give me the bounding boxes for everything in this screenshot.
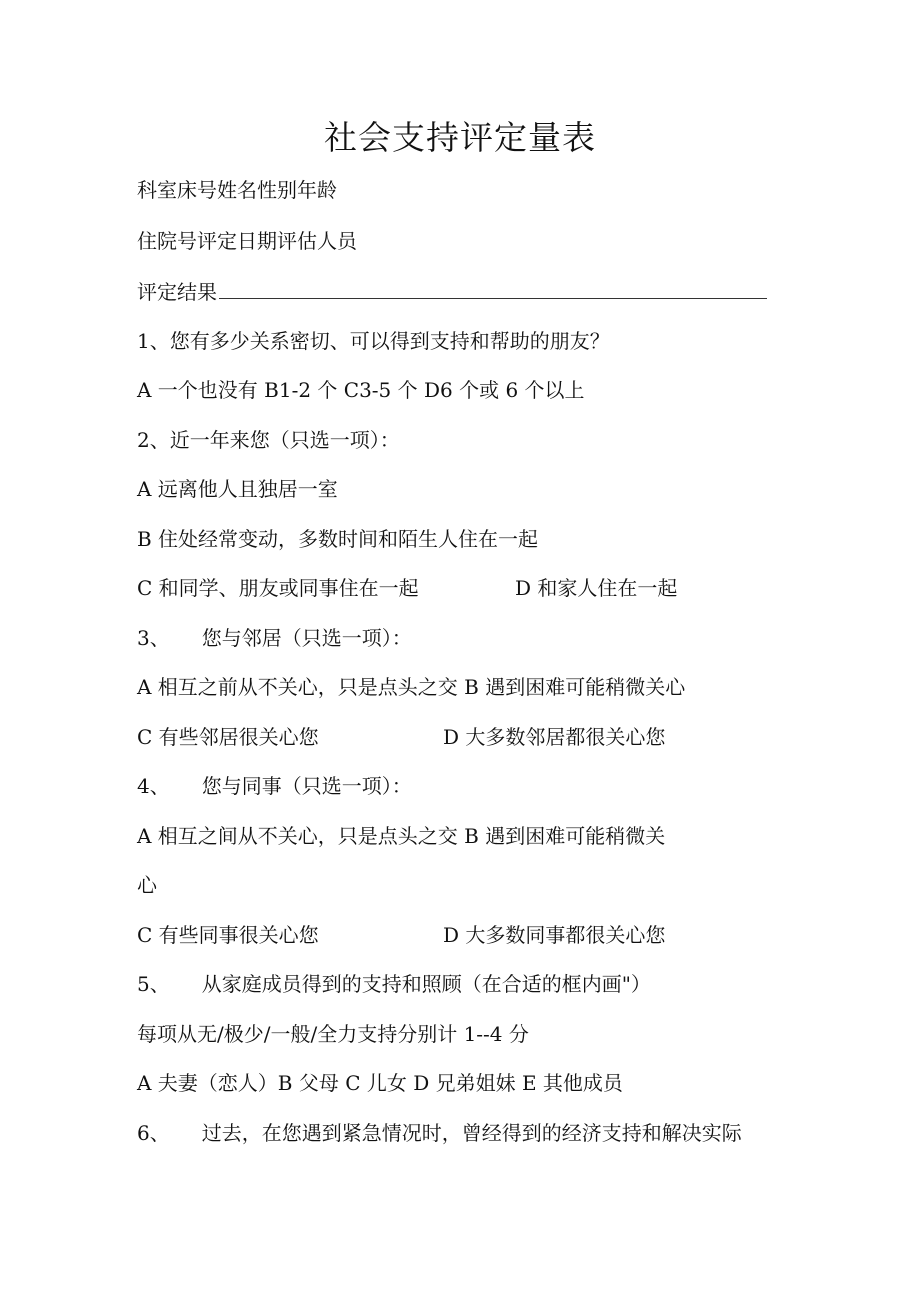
question-6-number: 6、 [137, 1121, 170, 1145]
result-line [137, 278, 767, 306]
question-1: 1、您有多少关系密切、可以得到支持和帮助的朋友？ [137, 329, 610, 353]
question-4-text: 您与同事（只选一项）： [201, 774, 412, 798]
question-2-option-b: B 住处经常变动，多数时间和陌生人住在一起 [137, 527, 539, 551]
question-5 [137, 970, 651, 998]
question-2-option-c: C 和同学、朋友或同事住在一起 [137, 576, 419, 600]
question-5-text: 从家庭成员得到的支持和照顾（在合适的框内画"） [201, 972, 651, 996]
question-4-option-c: C 有些同事很关心您 [137, 923, 319, 947]
question-3-option-d: D 大多数邻居都很关心您 [443, 725, 666, 749]
question-3-options-ab: A 相互之前从不关心，只是点头之交 B 遇到困难可能稍微关心 [137, 675, 686, 699]
question-4 [137, 772, 412, 800]
result-label: 评定结果 [137, 280, 217, 304]
document-title: 社会支持评定量表 [324, 118, 596, 157]
question-3 [137, 624, 412, 652]
question-5-options: A 夫妻（恋人）B 父母 C 儿女 D 兄弟姐妹 E 其他成员 [137, 1071, 623, 1095]
question-4-options-ab: A 相互之间从不关心，只是点头之交 B 遇到困难可能稍微关 [137, 824, 666, 848]
question-5-number: 5、 [137, 972, 170, 996]
question-6-text: 过去，在您遇到紧急情况时，曾经得到的经济支持和解决实际 [201, 1121, 742, 1145]
question-3-option-c: C 有些邻居很关心您 [137, 725, 319, 749]
question-2: 2、近一年来您（只选一项）： [137, 428, 400, 452]
question-4-number: 4、 [137, 774, 170, 798]
result-blank-underline [219, 280, 767, 299]
header-fields-line-2: 住院号评定日期评估人员 [137, 229, 357, 253]
question-3-number: 3、 [137, 626, 170, 650]
question-4-option-d: D 大多数同事都很关心您 [443, 923, 666, 947]
question-1-options: A 一个也没有 B1-2 个 C3-5 个 D6 个或 6 个以上 [137, 378, 585, 402]
question-2-option-d: D 和家人住在一起 [515, 576, 678, 600]
question-5-note: 每项从无/极少/一般/全力支持分别计 1--4 分 [137, 1022, 529, 1046]
question-2-option-a: A 远离他人且独居一室 [137, 477, 338, 501]
question-3-text: 您与邻居（只选一项）： [201, 626, 412, 650]
header-fields-line-1: 科室床号姓名性别年龄 [137, 178, 337, 202]
question-4-options-ab-continued: 心 [137, 873, 157, 897]
question-6 [137, 1119, 742, 1147]
